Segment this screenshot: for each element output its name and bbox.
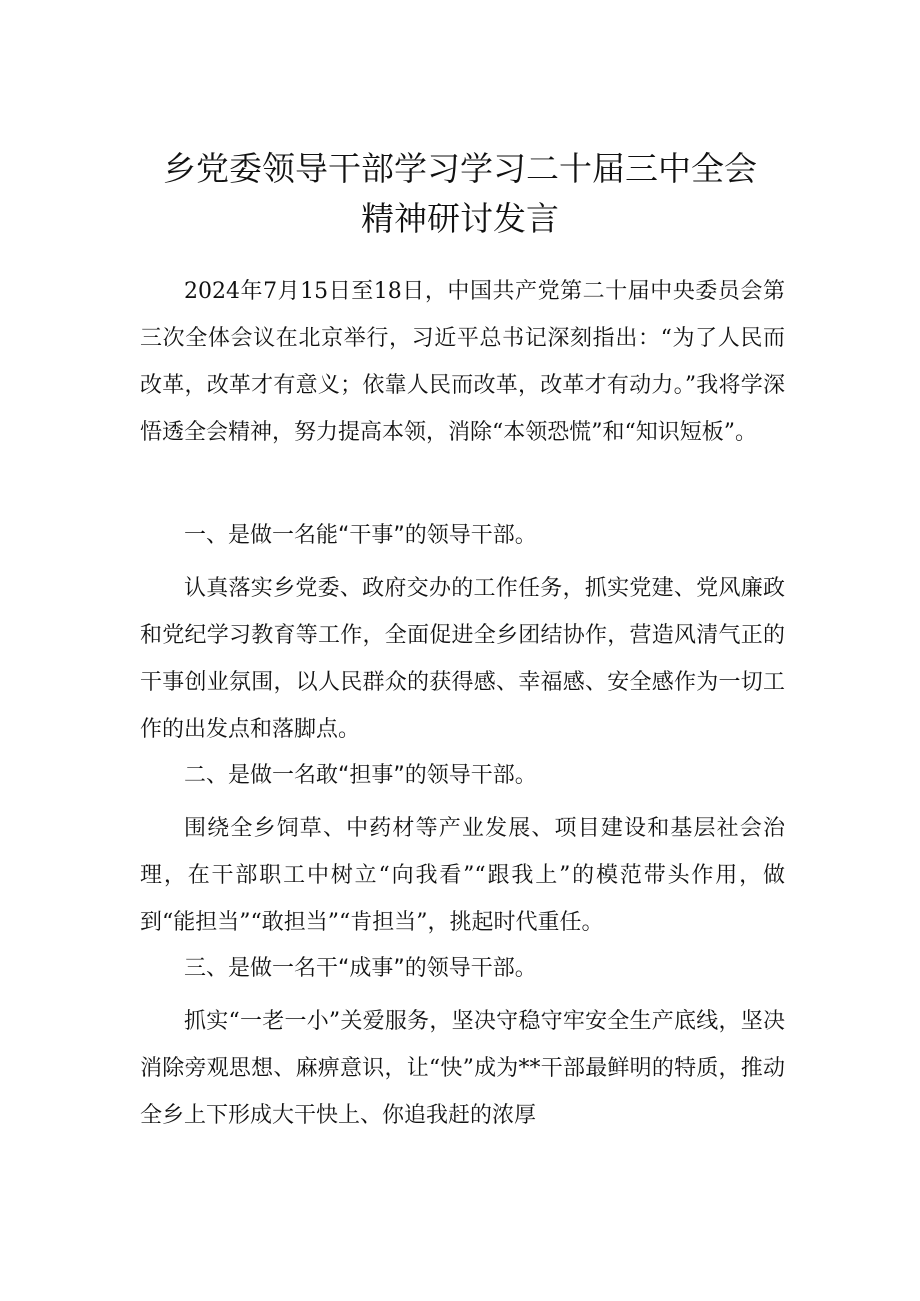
section3-heading: 三、是做一名干“成事”的领导干部。 xyxy=(184,956,537,981)
section1-paragraph: 认真落实乡党委、政府交办的工作任务，抓实党建、党风廉政和党纪学习教育等工作，全面促进全乡团结协作，营造风清气正的干事创业氛围，以人民群众的获得感、幸福感、安全感作为一切工作的出发点和落脚点。 xyxy=(140,576,785,742)
document-title-line2: 精神研讨发言 xyxy=(361,199,559,238)
section2-heading: 二、是做一名敢“担事”的领导干部。 xyxy=(184,763,537,788)
section3-paragraph: 抓实“一老一小”关爱服务，坚决守稳守牢安全生产底线，坚决消除旁观思想、麻痹意识，让“快”成为**干部最鲜明的特质，推动全乡上下形成大干快上、你追我赶的浓厚 xyxy=(140,1009,785,1128)
section1-heading: 一、是做一名能“干事”的领导干部。 xyxy=(184,523,537,548)
document-title-line1: 乡党委领导干部学习学习二十届三中全会 xyxy=(163,149,757,188)
section2-paragraph: 围绕全乡饲草、中药材等产业发展、项目建设和基层社会治理，在干部职工中树立“向我看”“跟我上”的模范带头作用，做到“能担当”“敢担当”“肯担当”，挑起时代重任。 xyxy=(140,816,785,935)
intro-paragraph: 2024年7月15日至18日，中国共产党第二十届中央委员会第三次全体会议在北京举行，习近平总书记深刻指出：“为了人民而改革，改革才有意义；依靠人民而改革，改革才有动力。”我将学深悟透全会精神，努力提高本领，消除“本领恐慌”和“知识短板”。 xyxy=(140,279,785,445)
